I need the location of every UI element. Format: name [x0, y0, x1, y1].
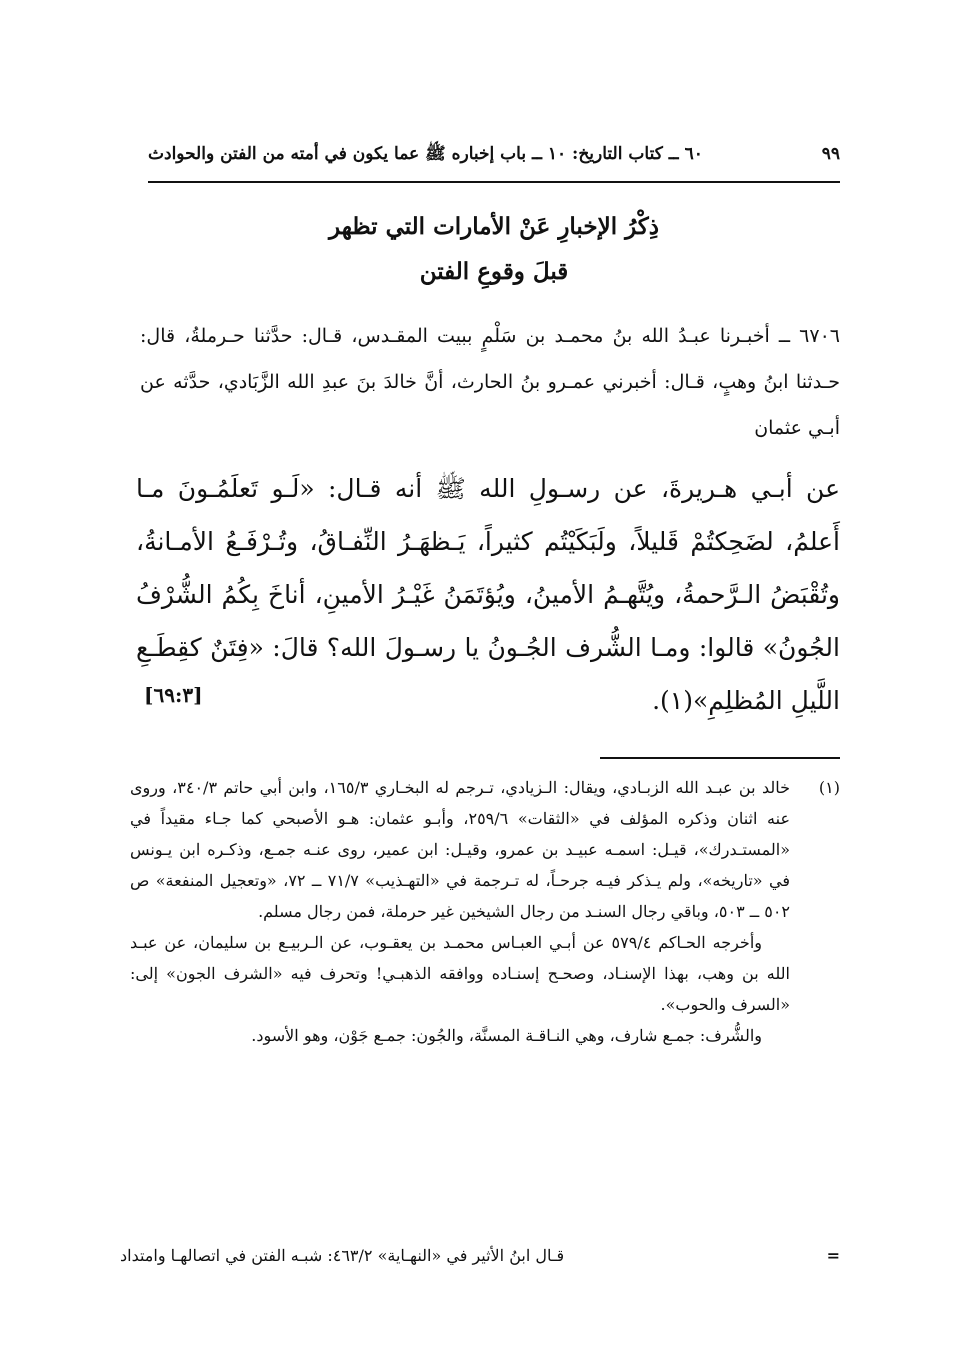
- footnote-number: (١): [818, 778, 840, 797]
- running-header: [148, 143, 840, 168]
- section-title-line-2: قبلَ وقوعِ الفتن: [419, 258, 569, 285]
- isnad-paragraph: ٦٧٠٦ ــ أخبـرنا عبـدُ الله بنُ محمـد بن سَلْمٍ ببيت المقـدس، قـال: حدَّثنا حـرملةُ، قال: حـدثنا ابنُ وهبٍ، قـال: أخبرني عمـرو بنُ الحارث، أنَّ خالدَ بنَ عبدِ الله الزَّبَادي، حدَّثه عن أبـي عثمان: [140, 325, 840, 439]
- page-number: ٩٩: [821, 144, 840, 164]
- footnote-divider: [600, 757, 840, 759]
- footnote-paragraph-1: وأخرجه الحـاكم ٥٧٩/٤ عن أبـي العبـاس محمـد بن يعقـوب، عن الـربيـع بن سليمان، عن عبـد الله بن وهب، بهذا الإسنـاد، وصحـح إسنـاده ووافقه الذهبـي! وتحرف فيه «الشرف الجون» إلى: «السرف والحوب».: [130, 933, 790, 1014]
- header-divider: [148, 181, 840, 183]
- continuation-mark: =: [826, 1246, 840, 1265]
- footnote-last-line: [120, 1246, 840, 1265]
- footnote-text: خالد بن عبـد الله الزبـادي، ويقال: الـزيادي، تـرجم له البخـاري ١٦٥/٣، وابن أبي حاتم ٣٤٠/٣، وروى عنه اثنان وذكره المؤلف في «الثقات» ٢٥٩/٦، وأبـو عثمان: هـو الأصبحي كما جـاء مقيداً في «المستـدرك»، قيـل: اسمـه عبيـد بن عمرو، وقيـل: ابن عمير، روى عنـه جمـع، وذكـره ابن يـونس في «تاريخه»، ولم يـذكر فيـه جرحـاً، له تـرجمة في «التهـذيب» ٧١/٧ ــ ٧٢، «وتعجيل المنفعة» ص ٥٠٢ ــ ٥٠٣، وباقي رجال السنـد من رجال الشيخين غير حرملة، فمن رجال مسلم.: [130, 778, 791, 921]
- footnote-paragraph-2: والشُّرف: جمـع شارف، وهي النـاقـة المسنَّة، والجُون: جمـع جَوْن، وهو الأسود.: [251, 1026, 762, 1045]
- footnote-continuation-text: قـال ابنُ الأثير في «النهـاية» ٤٦٣/٢: شبـه الفتن في اتصالهـا وامتداد: [120, 1246, 565, 1265]
- header-title: ٦٠ ــ كتاب التاريخ: ١٠ ــ باب إخباره ﷺ عما يكون في أمته من الفتن والحوادث: [148, 144, 703, 164]
- hadith-reference: [٦٩:٣]: [144, 683, 203, 707]
- section-title-line-1: ذِكْرُ الإخبارِ عَنْ الأمارات التي تظهر: [329, 213, 659, 240]
- footnotes: [130, 772, 840, 1051]
- hadith-text: عن أبـي هـريرةَ، عن رسـولِ الله ﷺ أنه قـال: «لَـو تَعلَمُـونَ مـا أَعلمُ، لضَحِكتُمْ قَليلاً، ولَبَكَيْتُم كثيراً، يَـظهَـرُ النِّفـاقُ، وتُـرْفَـعُ الأمـانةُ، وتُقْبَضُ الـرَّحمةُ، ويُتَّهـمُ الأمينُ، ويُؤتَمَنُ غَيْـرُ الأمينِ، أناخَ بِكُمُ الشُّرْفُ الجُونُ» قالوا: ومـا الشُّرف الجُـونُ يا رسـولَ الله؟ قالَ: «فِتَنٌ كقِطَـعِ اللَّيلِ المُظلِمِ»(١).: [136, 474, 840, 715]
- footnote-1: [130, 772, 840, 1051]
